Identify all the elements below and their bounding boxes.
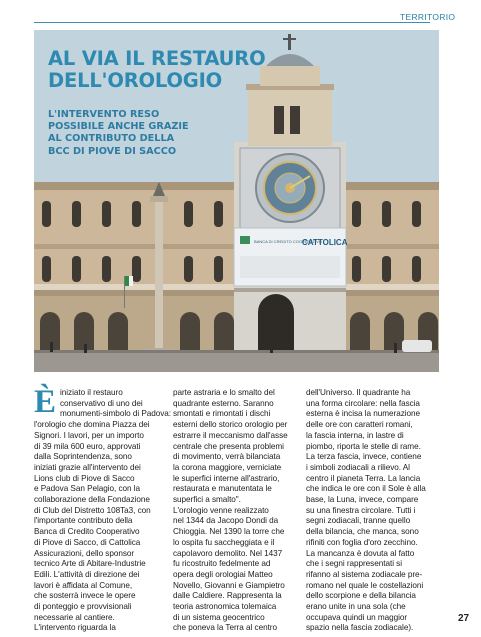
text-line: dalle Caldiere. Rappresenta la (173, 591, 282, 601)
text-line: la fascia interna, in lastre di (306, 430, 404, 440)
text-line: su una finestra circolare. Tutti i (306, 505, 416, 515)
text-line: nel 1344 da Jacopo Dondi da (173, 516, 279, 526)
text-line: l'importante contributo della (34, 516, 133, 526)
text-line: romano nel quale le costellazioni (306, 580, 424, 590)
text-line: rifanno al sistema zodiacale pre- (306, 569, 423, 579)
text-line: teoria astronomica tolemaica (173, 602, 277, 612)
text-line: esterni dello storico orologio per (173, 420, 288, 430)
text-line: centro il pianeta Terra. La lancia (306, 473, 421, 483)
text-line: restaurata e manutentata le (173, 484, 272, 494)
text-line: che indica le ore con il Sole è alla (306, 484, 426, 494)
text-line: l'orologio che domina Piazza dei (34, 420, 150, 430)
section-label: TERRITORIO (400, 12, 456, 22)
text-line: che poneva la Terra al centro (173, 623, 277, 633)
text-line: quadrante esterno. Saranno (173, 398, 274, 408)
text-line: la corona maggiore, verniciate (173, 462, 282, 472)
text-line: fu ricostruito fedelmente ad (173, 559, 271, 569)
text-line: iniziato il restauro (60, 388, 123, 397)
hero-photo (34, 30, 439, 372)
text-line: piombo, riporta le stelle di rame. (306, 441, 421, 451)
text-line: le superfici interne all'astrario, (173, 473, 280, 483)
text-line: dell'Universo. Il quadrante ha (306, 388, 411, 397)
text-line: L'orologio venne realizzato (173, 505, 269, 515)
text-line: di movimento, verrà bilanciata (173, 452, 281, 462)
text-line: necessarie al cantiere. (34, 612, 115, 622)
text-line: di Club del Distretto 108Ta3, con (34, 505, 151, 515)
text-line: L'intervento riguarda la (34, 623, 116, 633)
text-line: tecnico Arte di Abitare-Industrie (34, 559, 146, 569)
text-line: Edili. L'attività di direzione dei (34, 569, 140, 579)
text-line: di un sistema geocentrico (173, 612, 265, 622)
body-column-1 (34, 388, 180, 634)
text-line: di ponteggio e provvisionali (34, 602, 132, 612)
text-line: che i segni rappresentati si (306, 559, 402, 569)
subhead-line: L'INTERVENTO RESO (48, 109, 160, 120)
text-line: lo ospita fu saccheggiata e il (173, 537, 275, 547)
banner-brand: CATTOLICA (302, 238, 348, 247)
body-column-3 (306, 388, 440, 634)
text-line: centrale che presenta problemi (173, 441, 284, 451)
drop-cap: È (34, 384, 57, 420)
text-line: segni zodiacali, tranne quello (306, 516, 411, 526)
header-rule (34, 22, 430, 23)
text-line: opera degli orologiai Matteo (173, 569, 273, 579)
text-line: rifiniti con foglia d'oro zecchino. (306, 537, 418, 547)
text-line: lavori è affidata al Comune, (34, 580, 133, 590)
text-line: Signori. I lavori, per un importo (34, 430, 144, 440)
text-line: Chioggia. Nel 1390 la torre che (173, 527, 285, 537)
text-line: La terza fascia, invece, contiene (306, 452, 422, 462)
subhead-line: BCC DI PIOVE DI SACCO (48, 145, 177, 157)
text-line: dello scorpione e della bilancia (306, 591, 416, 601)
text-line: esterna è incisa la numerazione (306, 409, 421, 419)
text-line: spazio nella fascia zodiacale). (306, 623, 414, 633)
text-line: una forma circolare: nella fascia (306, 398, 420, 408)
text-line: erano unite in una sola (che (306, 602, 406, 612)
headline-line: AL VIA IL RESTAURO (48, 47, 266, 70)
text-line: Novello, Giovanni e Giampietro (173, 580, 285, 590)
text-line: superfici a smalto". (173, 495, 241, 505)
article-subhead (48, 109, 189, 158)
subhead-line: AL CONTRIBUTO DELLA (48, 133, 175, 145)
body-column-2 (173, 388, 305, 634)
text-line: che sosterrà invece le opere (34, 591, 136, 601)
text-line: dalla Soprintendenza, sono (34, 452, 132, 462)
text-line: base, la Luna, invece, compare (306, 495, 419, 505)
text-line: conservativo di uno dei (60, 398, 143, 408)
page-number: 27 (458, 613, 470, 624)
text-line: estrarre il meccanismo dall'asse (173, 430, 288, 440)
text-line: di Piove di Sacco, di Cattolica (34, 537, 141, 547)
text-line: Lions club di Piove di Sacco (34, 473, 135, 483)
text-line: monumenti-simbolo di Padova: (60, 409, 172, 419)
text-line: smontati e rimontati i dischi (173, 409, 271, 419)
text-line: i simboli zodiacali a rilievo. Al (306, 462, 410, 472)
text-line: parte astraria e lo smalto del (173, 388, 275, 397)
text-line: di 39 mila 600 euro, approvati (34, 441, 141, 451)
text-line: e Padova San Pelagio, con la (34, 484, 141, 494)
text-line: capolavoro demolito. Nel 1437 (173, 548, 283, 558)
text-line: iniziati grazie all'intervento dei (34, 462, 141, 472)
banner-subtitle: BANCA DI CREDITO COOPERATIVO (254, 239, 322, 244)
headline-line: DELL'OROLOGIO (48, 69, 223, 92)
text-line: della bilancia, che manca, sono (306, 527, 419, 537)
text-line: delle ore con caratteri romani, (306, 420, 413, 430)
subhead-line: POSSIBILE ANCHE GRAZIE (48, 121, 189, 133)
article-headline (48, 48, 266, 92)
text-line: Assicurazioni, dello sponsor (34, 548, 135, 558)
text-line: occupava quindi un maggior (306, 612, 408, 622)
text-line: collaborazione della Fondazione (34, 495, 150, 505)
text-line: La mancanza è dovuta al fatto (306, 548, 415, 558)
text-line: Banca di Credito Cooperativo (34, 527, 140, 537)
